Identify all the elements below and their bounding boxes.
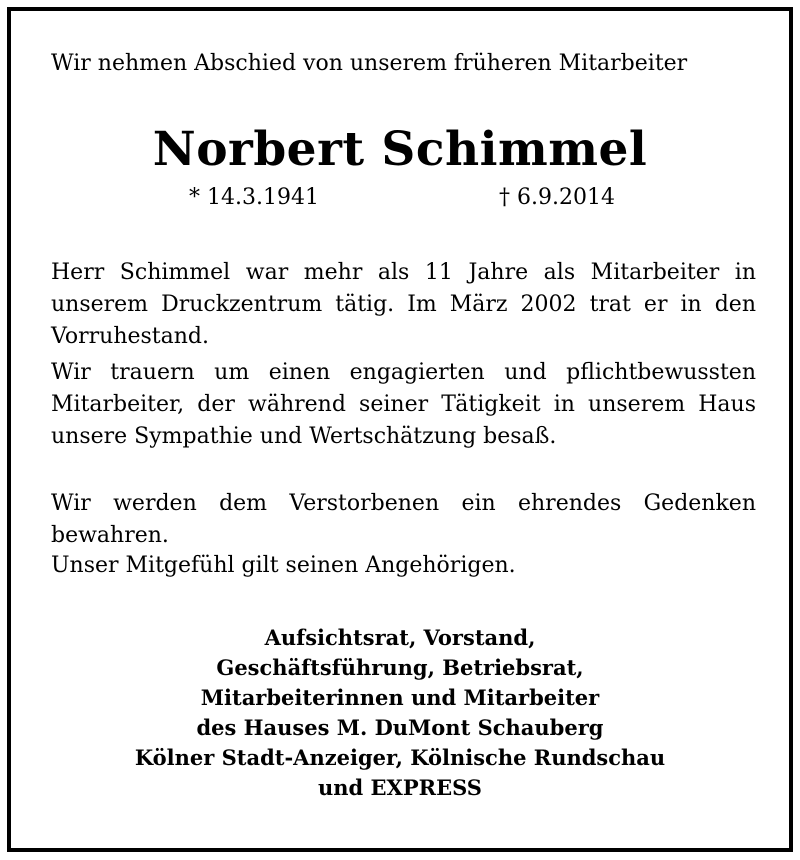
signature-line: Mitarbeiterinnen und Mitarbeiter [200, 685, 600, 710]
obituary-notice [7, 7, 793, 852]
intro-text: Wir nehmen Abschied von unserem früheren Mitarbeiter [51, 51, 688, 76]
death-date: † 6.9.2014 [499, 185, 615, 210]
signature-line: des Hauses M. DuMont Schauberg [196, 715, 604, 740]
signature-line: und EXPRESS [318, 775, 482, 800]
signature-line: Geschäftsführung, Betriebsrat, [216, 655, 584, 680]
paragraph-remembrance: Wir werden dem Verstorbenen ein ehrendes Gedenken bewahren. [51, 491, 756, 548]
signature-line: Kölner Stadt-Anzeiger, Kölnische Rundschau [134, 745, 666, 770]
signature-block [11, 623, 789, 803]
paragraph-employment: Herr Schimmel war mehr als 11 Jahre als Mitarbeiter in unserem Druckzentrum tätig. Im März 2002 trat er in den Vorruhestand. [51, 260, 756, 349]
paragraph-mourning: Wir trauern um einen engagierten und pflichtbewussten Mitarbeiter, der während seiner Tätigkeit in unserem Haus unsere Sympathie und Wertschätzung besaß. [51, 360, 756, 449]
paragraph-condolences: Unser Mitgefühl gilt seinen Angehörigen. [51, 553, 516, 578]
birth-date: * 14.3.1941 [189, 185, 319, 210]
deceased-name: Norbert Schimmel [152, 122, 648, 177]
signature-line: Aufsichtsrat, Vorstand, [264, 625, 536, 650]
